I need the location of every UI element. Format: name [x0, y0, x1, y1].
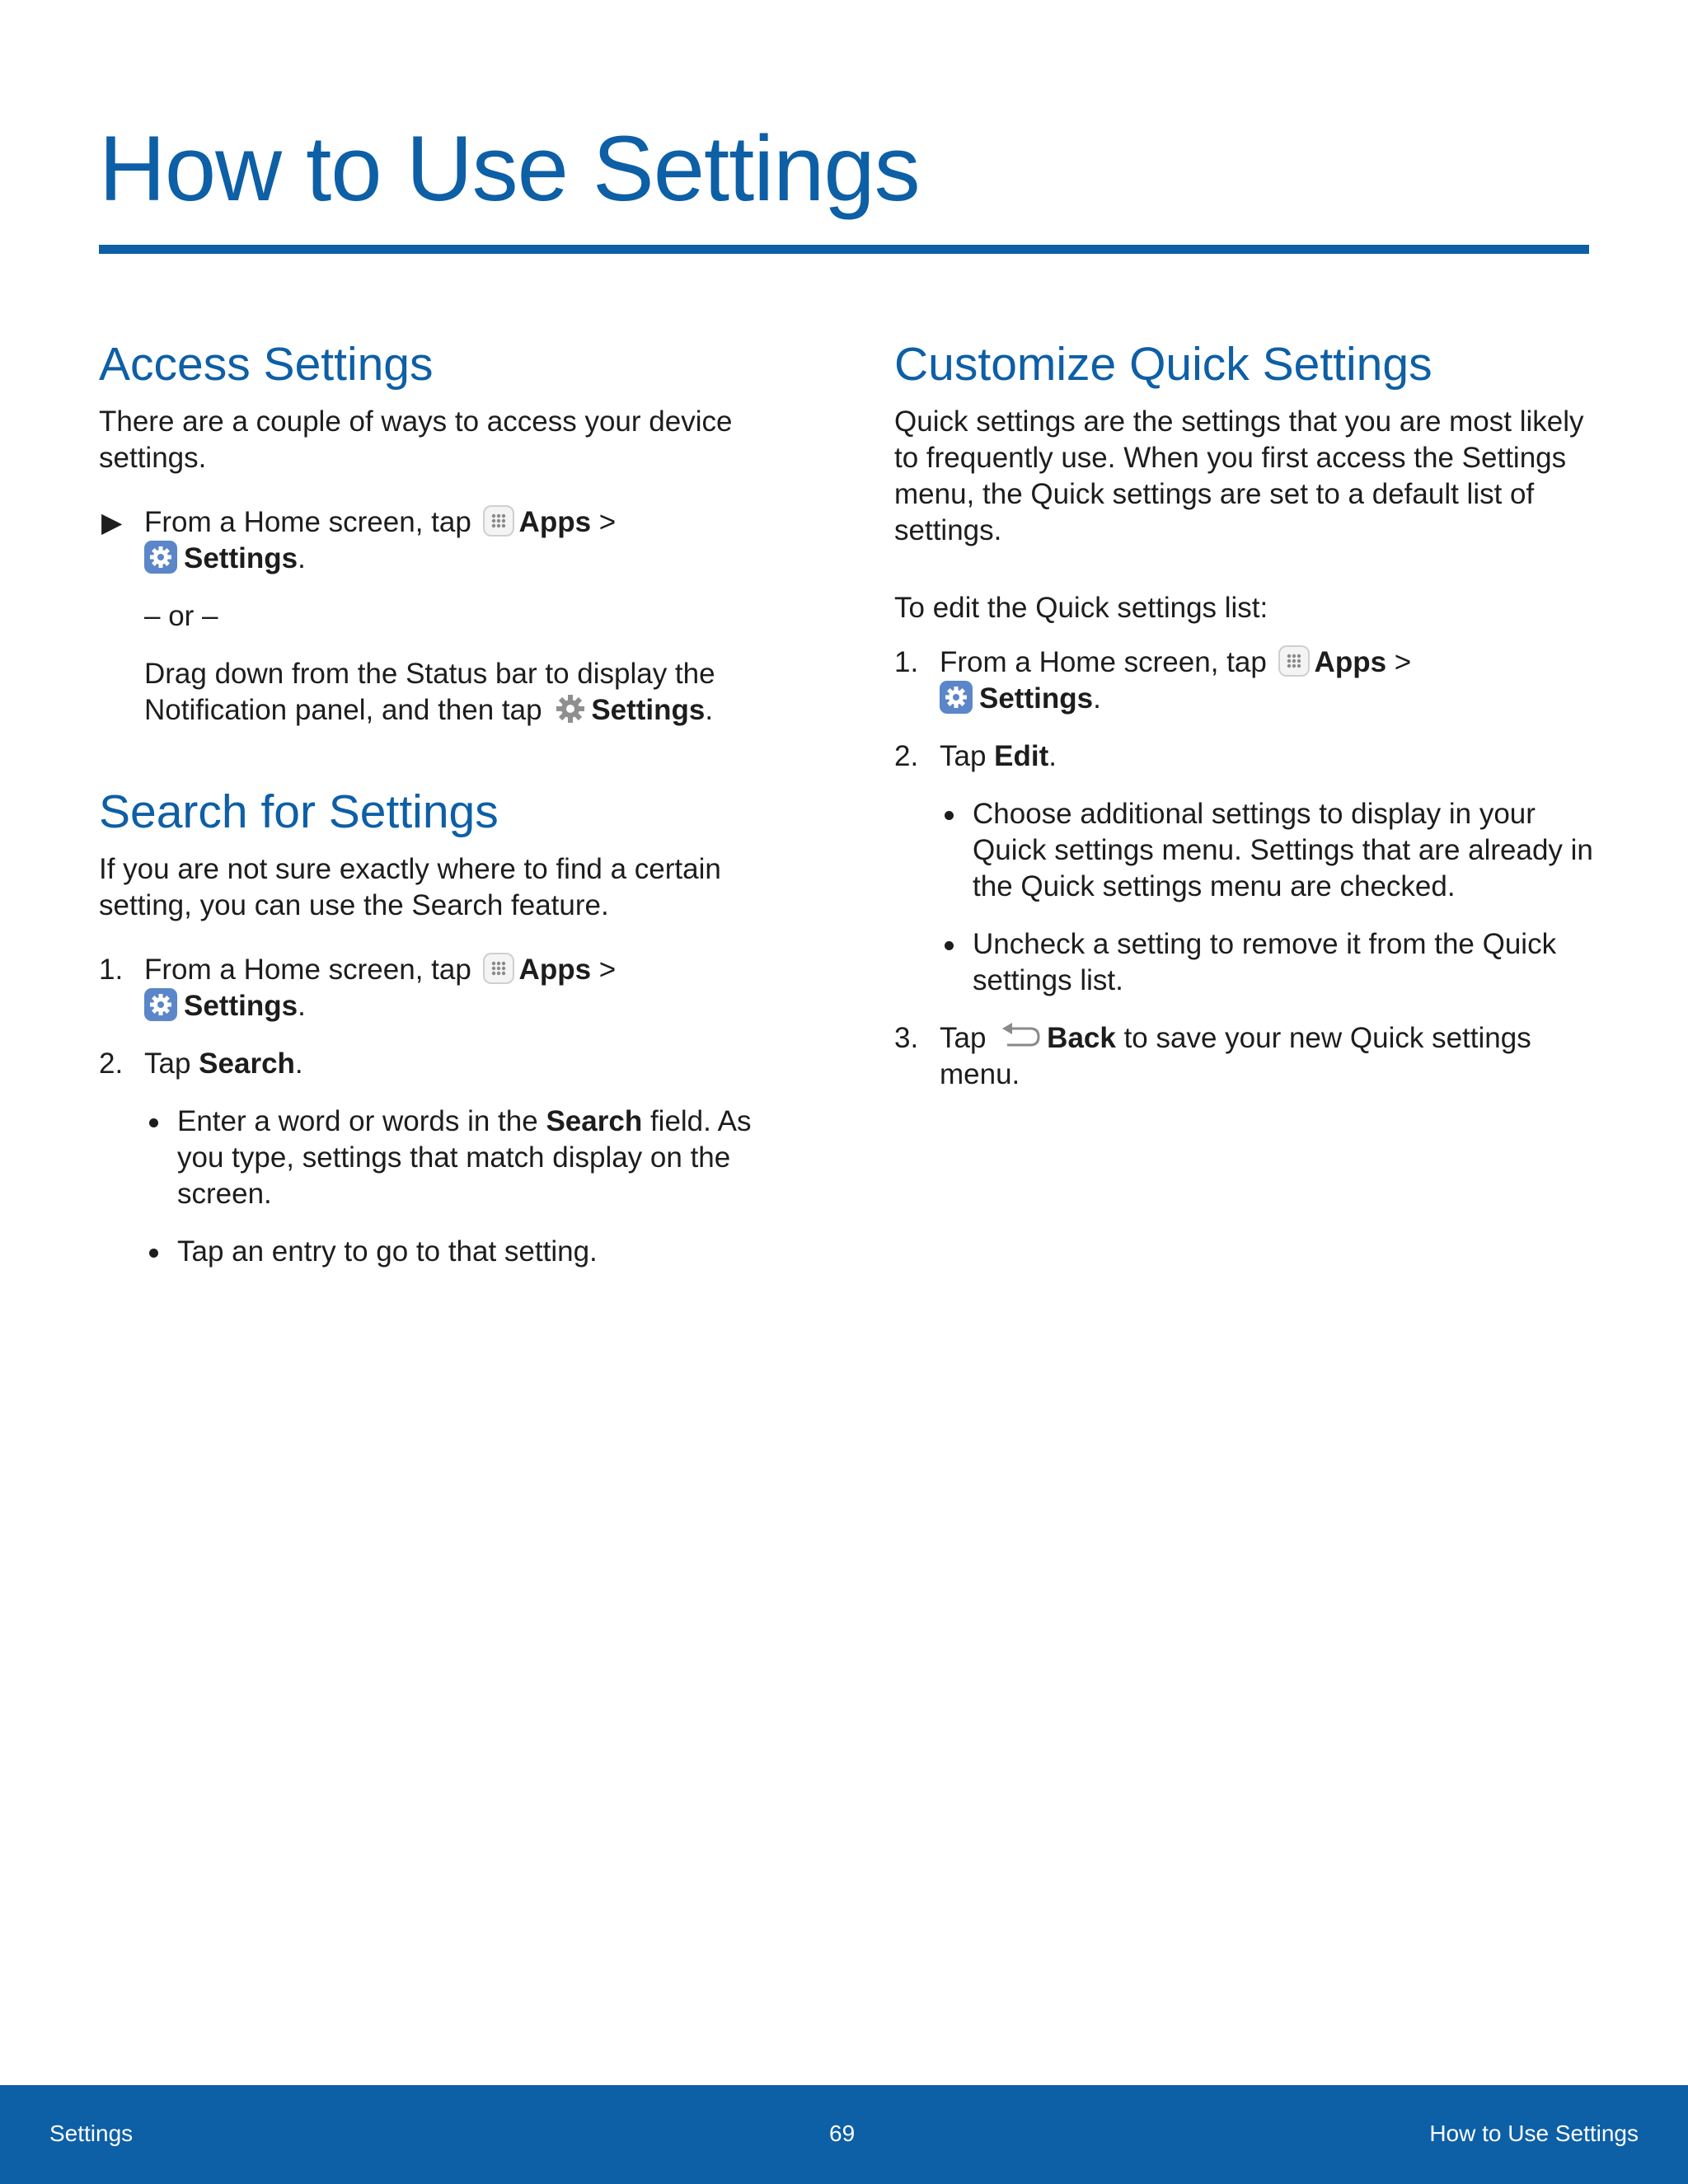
step-text: Tap: [940, 740, 987, 772]
access-step: [99, 504, 799, 729]
list-item: Tap an entry to go to that setting.: [144, 1234, 799, 1270]
access-settings-section: [99, 330, 799, 729]
list-item: Uncheck a setting to remove it from the Quick settings list.: [940, 926, 1595, 999]
list-item: Choose additional settings to display in your Quick settings menu. Settings that are already in the Quick settings menu are checked.: [940, 796, 1595, 905]
chevron-text: >: [598, 953, 617, 986]
customize-quick-settings-section: [894, 330, 1595, 1093]
customize-lead: To edit the Quick settings list:: [894, 592, 1268, 624]
footer-chapter-name: How to Use Settings: [1429, 2121, 1639, 2146]
edit-label: Edit: [994, 740, 1049, 772]
period: .: [705, 694, 714, 726]
step-text: From a Home screen, tap: [144, 506, 471, 538]
settings-label: Settings: [184, 542, 298, 574]
search-label: Search: [199, 1047, 295, 1080]
drag-step-text: [144, 656, 799, 729]
chevron-text: >: [1394, 646, 1412, 678]
period: .: [1048, 740, 1057, 772]
step-number: 1.: [894, 646, 919, 678]
bullet-text: field. As you type, settings that match display on the screen.: [177, 1104, 752, 1210]
access-settings-heading: Access Settings: [99, 338, 434, 391]
bullet-text: Enter a word or words in the: [177, 1104, 538, 1137]
step-number: 2.: [894, 740, 919, 772]
step-text: Tap: [940, 1022, 987, 1054]
list-item: [894, 738, 1595, 999]
search-settings-intro: If you are not sure exactly where to find a certain setting, you can use the Search feature.: [99, 852, 721, 921]
list-item: [99, 1046, 799, 1270]
back-arrow-icon: [999, 1022, 1042, 1052]
play-arrow-icon: ▶: [101, 507, 123, 537]
step-text: to save your new Quick settings menu.: [940, 1022, 1531, 1090]
search-field-label: Search: [546, 1104, 643, 1137]
period: .: [298, 989, 306, 1022]
page-number: 69: [829, 2121, 856, 2146]
apps-icon: [1278, 645, 1310, 677]
or-separator: – or –: [144, 600, 218, 632]
customize-steps-list: [894, 644, 1595, 1093]
settings-label: Settings: [979, 682, 1094, 715]
step-text: Tap: [144, 1047, 191, 1080]
list-item: [99, 952, 799, 1024]
period: .: [298, 542, 306, 574]
period: .: [294, 1047, 303, 1080]
search-bullets: [144, 1104, 799, 1270]
apps-label: Apps: [518, 953, 592, 986]
right-column: [894, 330, 1595, 1114]
customize-bullets: [940, 796, 1595, 999]
settings-gear-icon: [144, 988, 177, 1021]
access-step-text: [144, 504, 799, 577]
title-divider: [99, 245, 1589, 254]
page-title: How to Use Settings: [99, 117, 920, 220]
settings-gear-icon: [940, 681, 973, 714]
apps-label: Apps: [518, 506, 592, 538]
chevron-text: >: [598, 506, 617, 538]
list-item: [144, 1104, 799, 1212]
search-settings-heading: Search for Settings: [99, 785, 499, 838]
back-label: Back: [1047, 1022, 1116, 1054]
apps-icon: [483, 953, 514, 984]
step-number: 3.: [894, 1022, 919, 1054]
access-settings-intro: There are a couple of ways to access your device settings.: [99, 405, 733, 474]
settings-gear-icon: [144, 541, 177, 574]
list-item: [894, 644, 1595, 717]
settings-gear-icon: [553, 691, 588, 726]
apps-icon: [483, 505, 514, 537]
drag-text: Drag down from the Status bar to display the Notification panel, and then tap: [144, 658, 715, 726]
search-settings-section: [99, 777, 799, 1270]
customize-intro: Quick settings are the settings that you are most likely to frequently use. When you first access the Settings menu, the Quick settings are set to a default list of settings.: [894, 405, 1584, 546]
list-item: [894, 1020, 1595, 1093]
step-text: From a Home screen, tap: [144, 953, 471, 986]
step-number: 1.: [99, 953, 124, 986]
page-footer: [0, 2085, 1688, 2184]
step-text: From a Home screen, tap: [940, 646, 1267, 678]
left-column: [99, 330, 799, 1291]
apps-label: Apps: [1314, 646, 1387, 678]
search-steps-list: [99, 952, 799, 1270]
drag-settings-label: Settings: [591, 694, 706, 726]
customize-heading: Customize Quick Settings: [894, 338, 1432, 391]
settings-label: Settings: [184, 989, 298, 1022]
footer-section-name: Settings: [49, 2121, 134, 2146]
step-number: 2.: [99, 1047, 124, 1080]
period: .: [1093, 682, 1101, 715]
